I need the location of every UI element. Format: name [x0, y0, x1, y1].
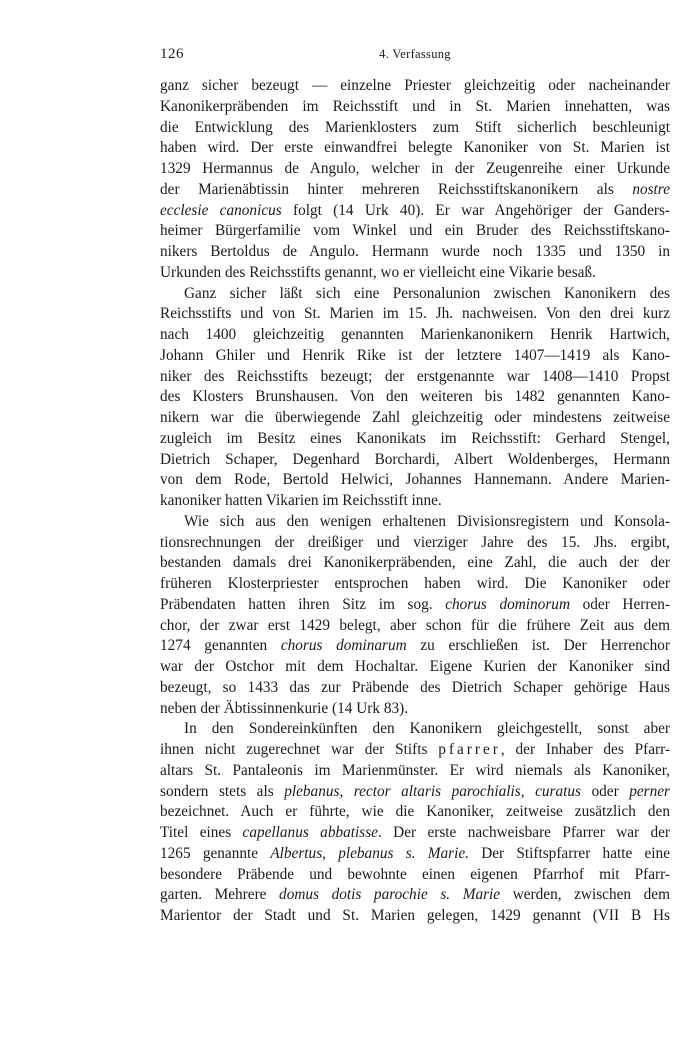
text-segment: nikers Bertoldus de Angulo. Hermann wurde noch 1335 und 1350 in [160, 243, 670, 260]
text-segment: garten. Mehrere [160, 886, 280, 904]
text-segment: Wie sich aus den wenigen erhaltenen Divisionsregistern und Konsola- [184, 512, 670, 530]
text-line [160, 657, 670, 678]
text-segment: zugleich im Besitz eines Kanonikats im Reichsstift: Gerhard Stengel, [160, 429, 670, 447]
text-segment: Der Stiftspfarrer hatte eine [468, 844, 670, 862]
italic-text: Albertus, plebanus s. Marie. [270, 844, 469, 862]
text-segment: Kanonikerpräbenden im Reichsstift und in St. Marien innehatten, was [160, 97, 670, 115]
text-line [160, 221, 670, 242]
text-line [160, 823, 670, 844]
text-line [160, 429, 670, 450]
text-segment: Ganz sicher läßt sich eine Personalunion zwischen Kanonikern des [184, 284, 670, 302]
text-line [160, 387, 670, 408]
text-line [160, 678, 670, 699]
spaced-text: pfarrer [438, 741, 501, 758]
italic-text: chorus dominorum [445, 595, 570, 613]
italic-text: capellanus abbatisse [242, 824, 378, 841]
text-segment: bezeugt, so 1433 das zur Präbende des Dietrich Schaper gehörige Haus [160, 678, 670, 696]
page-header [160, 46, 670, 66]
text-line [160, 118, 670, 139]
text-line [160, 719, 670, 740]
italic-text: nostre [632, 180, 670, 198]
text-segment: neben der Äbtissinnenkurie (14 Urk 83). [160, 699, 409, 717]
text-line [160, 533, 670, 554]
text-segment: bezeichnet. Auch er führte, wie die Kanoniker, zeitweise zusätzlich den [160, 803, 670, 821]
text-line [160, 408, 670, 429]
text-segment: chor, der zwar erst 1429 belegt, aber schon für die frühere Zeit aus dem [160, 616, 670, 634]
text-segment: Marientor der Stadt und St. Marien gelegen, 1429 genannt (VII B Hs [160, 907, 670, 924]
text-line [160, 885, 670, 906]
text-segment: ihnen nicht zugerechnet war der Stifts [160, 741, 439, 758]
running-head: 4. Verfassung [379, 47, 451, 61]
text-line [160, 304, 670, 325]
text-segment: In den Sondereinkünften den Kanonikern gleichgestellt, sonst aber [184, 720, 670, 738]
text-line [160, 595, 670, 616]
text-segment: niker des Reichsstifts bezeugt; der erstgenannte war 1408—1410 Propst [160, 367, 670, 385]
text-segment: haben wird. Der erste einwandfrei belegte Kanoniker von St. Marien ist [160, 139, 670, 157]
text-line [160, 201, 670, 222]
text-segment: Johann Ghiler und Henrik Rike ist der letztere 1407—1419 als Kano- [160, 346, 670, 364]
text-segment: der Marienäbtissin hinter mehreren Reichsstiftskanonikern als [160, 180, 633, 198]
text-segment: sondern stets als [160, 782, 285, 800]
text-line [160, 740, 670, 761]
italic-text: plebanus, rector altaris parochialis, curatus [284, 782, 581, 800]
text-line [160, 865, 670, 886]
text-segment: Urkunden des Reichsstifts genannt, wo er vielleicht eine Vikarie besaß. [160, 263, 596, 281]
text-segment: heimer Bürgerfamilie vom Winkel und ein Bruder des Reichsstiftskano- [160, 222, 670, 240]
text-line [160, 159, 670, 180]
text-segment: werden, zwischen dem [500, 886, 670, 904]
italic-text: chorus dominarum [280, 637, 407, 655]
text-line [160, 574, 670, 595]
text-segment: tionsrechnungen der dreißiger und vierziger Jahre des 15. Jhs. ergibt, [160, 533, 670, 551]
text-line [160, 699, 670, 720]
text-line [160, 906, 670, 927]
text-segment: nach 1400 gleichzeitig genannten Marienkanonikern Henrik Hartwich, [160, 326, 670, 343]
text-line [160, 636, 670, 657]
text-line [160, 180, 670, 201]
text-segment: folgt (14 Urk 40). Er war Angehöriger der Ganders- [281, 201, 670, 219]
text-segment: oder Herren- [570, 595, 670, 613]
text-segment: . Der erste nachweisbare Pfarrer war der [377, 824, 670, 841]
text-line [160, 616, 670, 637]
text-line [160, 782, 670, 803]
text-line [160, 802, 670, 823]
text-line [160, 491, 670, 512]
body-text [160, 76, 670, 927]
text-segment: 1265 genannte [160, 844, 271, 862]
text-segment: kanoniker hatten Vikarien im Reichsstift inne. [160, 492, 442, 509]
text-segment: bestanden damals drei Kanonikerpräbenden, eine Zahl, die auch der der [160, 554, 670, 572]
text-segment: besondere Präbende und bewohnte einen eigenen Pfarrhof mit Pfarr- [160, 865, 670, 883]
italic-text: ecclesie canonicus [160, 201, 282, 219]
text-line [160, 761, 670, 782]
text-line [160, 138, 670, 159]
text-line [160, 470, 670, 491]
text-segment: , der Inhaber des Pfarr- [500, 741, 671, 758]
text-segment: des Klosters Brunshausen. Von den weiteren bis 1482 genannten Kano- [160, 388, 670, 406]
text-segment: Reichsstifts und von St. Marien im 15. Jh. nachweisen. Von den drei kurz [160, 305, 670, 323]
text-segment: Dietrich Schaper, Degenhard Borchardi, Albert Woldenberges, Hermann [160, 450, 670, 468]
italic-text: perner [629, 782, 670, 800]
text-segment: altars St. Pantaleonis im Marienmünster. Er wird niemals als Kanoniker, [160, 761, 670, 779]
text-line [160, 367, 670, 388]
text-segment: ganz sicher bezeugt — einzelne Priester gleichzeitig oder nacheinander [160, 77, 670, 94]
text-line [160, 553, 670, 574]
text-line [160, 512, 670, 533]
page-number: 126 [160, 46, 184, 62]
text-segment: war der Ostchor mit dem Hochaltar. Eigene Kurien der Kanoniker sind [160, 658, 670, 675]
text-segment: Titel eines [160, 824, 243, 841]
text-line [160, 346, 670, 367]
text-line [160, 325, 670, 346]
text-segment: 1274 genannten [160, 637, 281, 655]
text-segment: zu erschließen ist. Der Herrenchor [406, 637, 670, 655]
text-segment: Präbendaten hatten ihren Sitz im sog. [160, 595, 446, 613]
text-line [160, 97, 670, 118]
text-line [160, 450, 670, 471]
text-line [160, 76, 670, 97]
text-line [160, 844, 670, 865]
text-segment: früheren Klosterpriester entsprochen haben wird. Die Kanoniker oder [160, 575, 670, 592]
text-segment: die Entwicklung des Marienklosters zum Stift sicherlich beschleunigt [160, 118, 670, 136]
text-line [160, 242, 670, 263]
text-segment: nikern war die überwiegende Zahl gleichzeitig oder mindestens zeitweise [160, 409, 670, 426]
text-segment: oder [580, 782, 630, 800]
text-segment: von dem Rode, Bertold Helwici, Johannes Hannemann. Andere Marien- [160, 471, 670, 489]
text-line [160, 284, 670, 305]
text-segment: 1329 Hermannus de Angulo, welcher in der Zeugenreihe einer Urkunde [160, 160, 670, 177]
italic-text: domus dotis parochie s. Marie [279, 886, 501, 904]
text-line [160, 263, 670, 284]
